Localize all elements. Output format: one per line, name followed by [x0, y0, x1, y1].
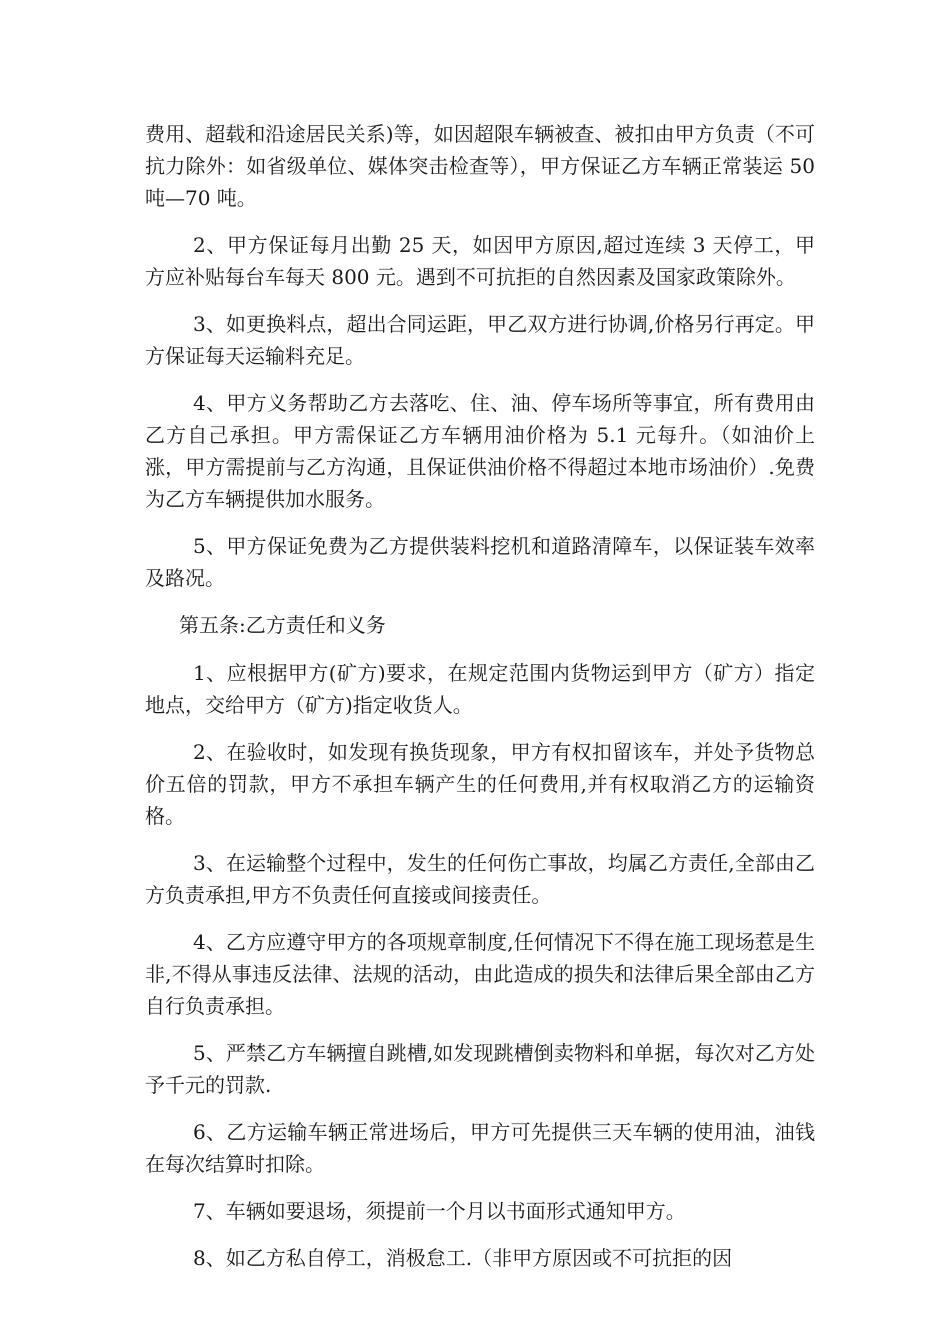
paragraph-party-a-item-2: 2、甲方保证每月出勤 25 天，如因甲方原因,超过连续 3 天停工，甲方应补贴每台车每天 800 元。遇到不可抗拒的自然因素及国家政策除外。 — [145, 233, 815, 289]
paragraph-party-b-item-5: 5、严禁乙方车辆擅自跳槽,如发现跳槽倒卖物料和单据，每次对乙方处予千元的罚款. — [145, 1041, 815, 1097]
paragraph-party-b-item-1: 1、应根据甲方(矿方)要求，在规定范围内货物运到甲方（矿方）指定地点，交给甲方（矿方)指定收货人。 — [145, 661, 815, 717]
paragraph-party-a-item-4: 4、甲方义务帮助乙方去落吃、住、油、停车场所等事宜，所有费用由乙方自己承担。甲方需保证乙方车辆用油价格为 5.1 元每升。（如油价上涨，甲方需提前与乙方沟通，且保证供油价格不得超过本地市场油价）.免费为乙方车辆提供加水服务。 — [145, 391, 815, 511]
paragraph-party-b-item-8: 8、如乙方私自停工，消极怠工.（非甲方原因或不可抗拒的因 — [193, 1246, 733, 1270]
paragraph-party-b-item-3: 3、在运输整个过程中，发生的任何伤亡事故，均属乙方责任,全部由乙方负责承担,甲方不负责任何直接或间接责任。 — [145, 851, 815, 907]
paragraph-party-b-item-4: 4、乙方应遵守甲方的各项规章制度,任何情况下不得在施工现场惹是生非,不得从事违反法律、法规的活动，由此造成的损失和法律后果全部由乙方自行负责承担。 — [145, 930, 815, 1018]
paragraph-party-a-item-5: 5、甲方保证免费为乙方提供装料挖机和道路清障车，以保证装车效率及路况。 — [145, 534, 815, 590]
paragraph-party-a-item-3: 3、如更换料点，超出合同运距，甲乙双方进行协调,价格另行再定。甲方保证每天运输料充足。 — [145, 312, 815, 368]
section-heading-article-5: 第五条:乙方责任和义务 — [179, 613, 386, 637]
paragraph-party-b-item-2: 2、在验收时，如发现有换货现象，甲方有权扣留该车，并处予货物总价五倍的罚款，甲方不承担车辆产生的任何费用,并有权取消乙方的运输资格。 — [145, 740, 815, 828]
document-body — [145, 118, 815, 1289]
paragraph-continuation: 费用、超载和沿途居民关系)等，如因超限车辆被查、被扣由甲方负责（不可抗力除外：如省级单位、媒体突击检查等），甲方保证乙方车辆正常装运 50 吨—70 吨。 — [145, 122, 815, 210]
paragraph-party-b-item-7: 7、车辆如要退场，须提前一个月以书面形式通知甲方。 — [193, 1199, 686, 1223]
paragraph-party-b-item-6: 6、乙方运输车辆正常进场后，甲方可先提供三天车辆的使用油，油钱在每次结算时扣除。 — [145, 1120, 815, 1176]
